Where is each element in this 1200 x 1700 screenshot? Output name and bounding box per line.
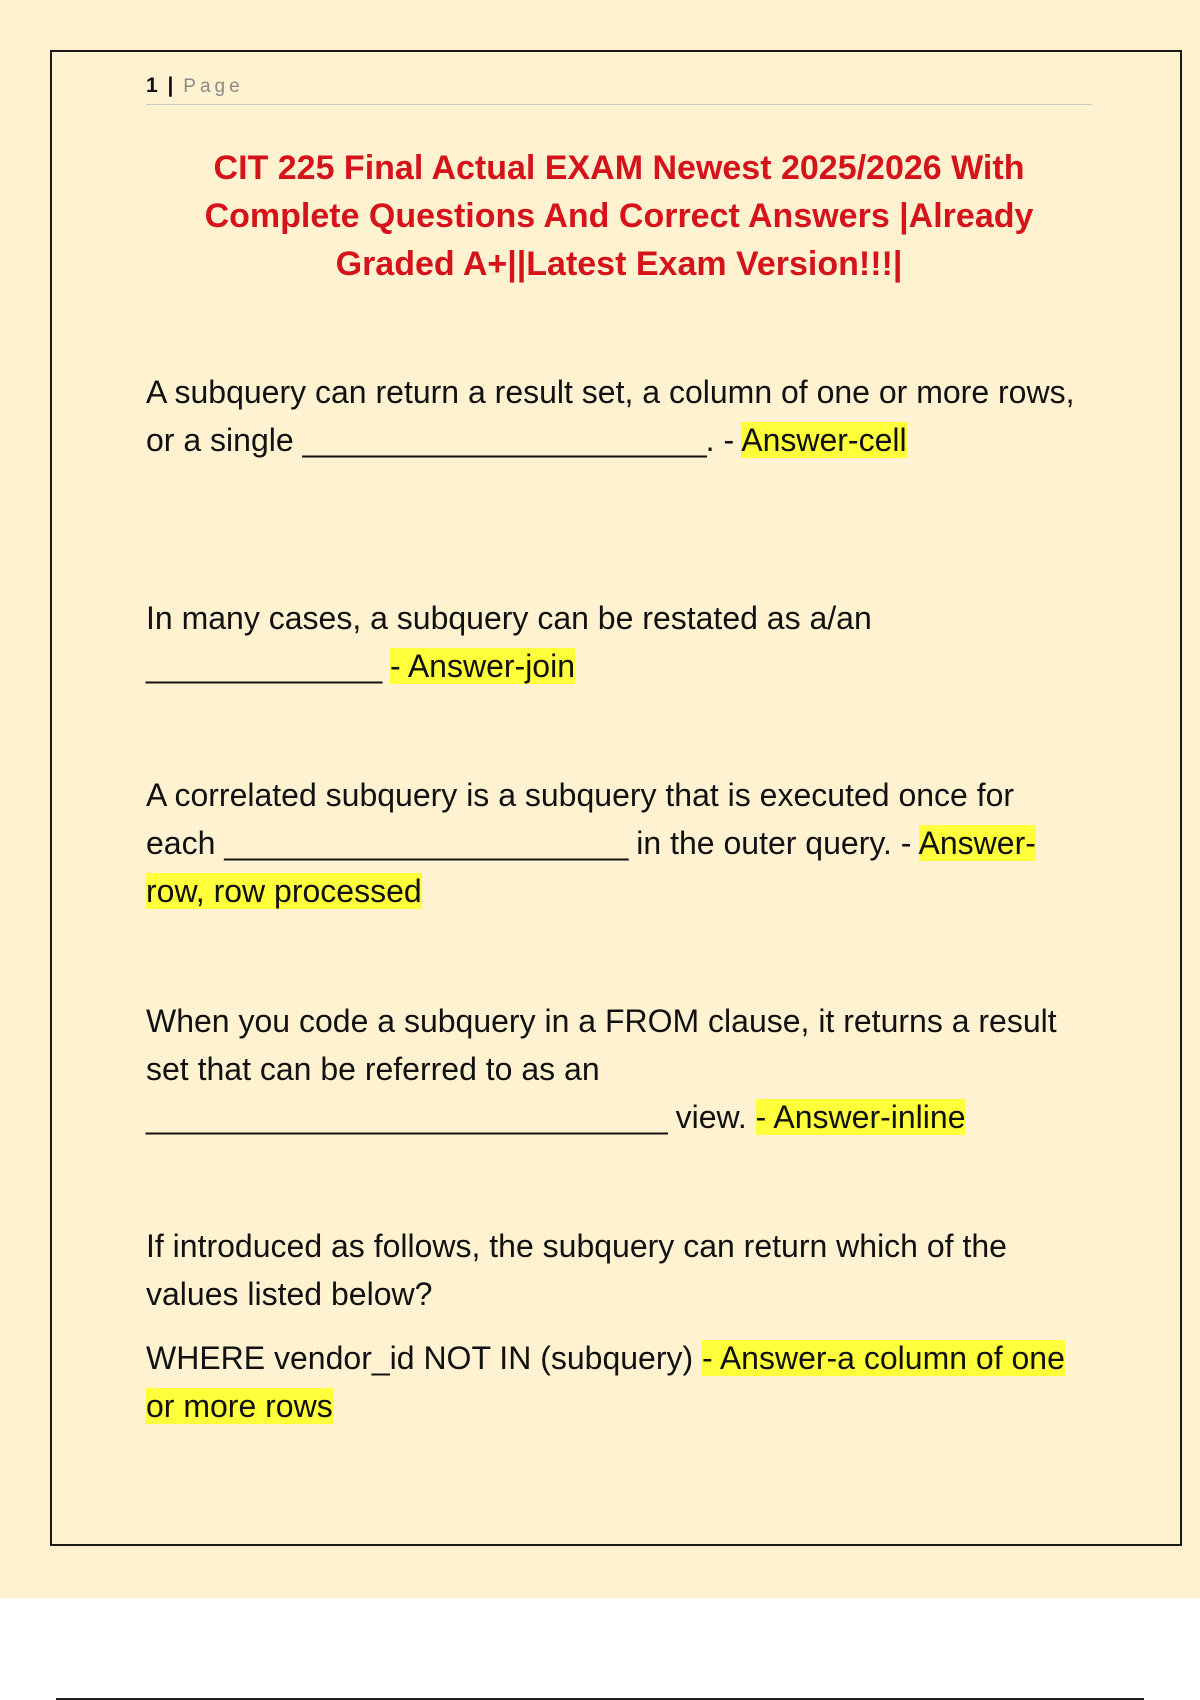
answer-blank: ________________________ (224, 825, 628, 861)
question-text: In many cases, a subquery can be restated as a/an (146, 600, 872, 636)
answer-blank: ________________________ (302, 422, 706, 458)
question-5 (146, 1222, 1092, 1430)
answer-highlight: Answer-row, row processed (146, 825, 1036, 909)
question-4 (146, 997, 1092, 1141)
page-label: Page (183, 76, 244, 97)
question-2 (146, 594, 1092, 690)
page-separator: | (167, 74, 175, 97)
question-text: When you code a subquery in a FROM clause, it returns a result set that can be referred to as an (146, 1003, 1057, 1087)
page-number: 1 (146, 74, 159, 97)
answer-highlight: - Answer-a column of one or more rows (146, 1340, 1065, 1424)
answer-highlight: - Answer-inline (755, 1099, 966, 1135)
page-header (146, 74, 1092, 105)
question-3 (146, 771, 1092, 915)
question-text: A subquery can return a result set, a column of one or more rows, or a single (146, 374, 1075, 458)
document-title: CIT 225 Final Actual EXAM Newest 2025/2026 With Complete Questions And Correct Answers |Already Graded A+||Latest Exam Version!!!| (204, 149, 1034, 283)
question-1 (146, 368, 1092, 464)
question-text-tail (381, 648, 390, 684)
answer-highlight: - Answer-join (390, 648, 575, 684)
question-text-tail: in the outer query. - (627, 825, 919, 861)
answer-blank: _______________________________ (146, 1099, 667, 1135)
question-text-tail: view. (666, 1099, 756, 1135)
question-text: If introduced as follows, the subquery can return which of the values listed below? (146, 1228, 1007, 1312)
answer-blank: ______________ (146, 648, 382, 684)
question-code-line: WHERE vendor_id NOT IN (subquery) (146, 1340, 703, 1376)
question-text: A correlated subquery is a subquery that is executed once for each (146, 777, 1015, 861)
question-text-tail: . - (705, 422, 742, 458)
answer-highlight: Answer-cell (741, 422, 907, 458)
page-frame (50, 50, 1182, 1546)
